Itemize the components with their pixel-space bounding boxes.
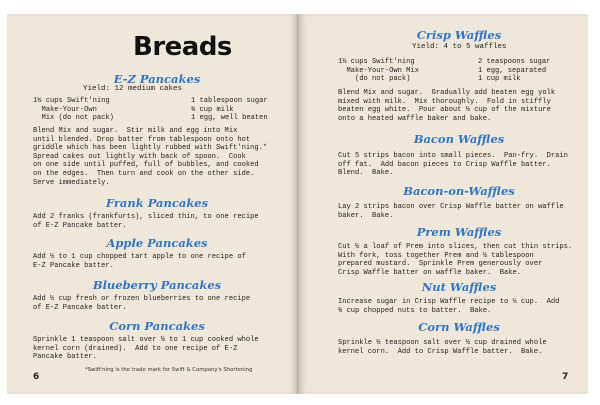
directions-corn-pancakes: Sprinkle 1 teaspoon salt over ½ to 1 cup cooked whole kernel corn (drained). Add to one recipe of E-Z Pancake batter. [33,336,259,362]
directions-nut-waffles: Increase sugar in Crisp Waffle recipe to ¼ cup. Add ¾ cup chopped nuts to batter. Bake. [338,298,560,315]
left-page [7,14,298,394]
recipe-title-ez-pancakes: E-Z Pancakes [113,72,201,86]
page-number-left: 6 [33,372,40,382]
recipe-title-frank-pancakes: Frank Pancakes [105,196,209,210]
directions-apple-pancakes: Add ½ to 1 cup chopped tart apple to one recipe of E-Z Pancake batter. [33,253,246,270]
recipe-title-apple-pancakes: Apple Pancakes [106,236,208,250]
directions-corn-waffles: Sprinkle ½ teaspoon salt over ½ cup drained whole kernel corn. Add to Crisp Waffle batter. Bake. [338,339,547,356]
directions-bacon-on-waffles: Lay 2 strips bacon over Crisp Waffle batter on waffle baker. Bake. [338,203,564,220]
recipe-yield-crisp-waffles: Yield: 4 to 5 waffles [412,43,507,51]
ingredients-right-ez-pancakes: 1 tablespoon sugar ¾ cup milk 1 egg, well beaten [191,97,268,123]
recipe-title-corn-pancakes: Corn Pancakes [109,319,205,333]
ingredients-right-crisp-waffles: 2 teaspoons sugar 1 egg, separated 1 cup milk [478,58,551,84]
recipe-title-blueberry-pancakes: Blueberry Pancakes [92,278,222,292]
directions-bacon-waffles: Cut 5 strips bacon into small pieces. Pan-fry. Drain off fat. Add bacon pieces to Crisp Waffle batter. Blend. Bake. [338,152,568,178]
footnote: *Swift'ning is the trade mark for Swift & Company's Shortening [85,367,253,373]
ingredients-left-ez-pancakes: 1½ cups Swift'ning Make-Your-Own Mix (do not pack) [33,97,114,123]
ingredients-left-crisp-waffles: 1½ cups Swift'ning Make-Your-Own Mix (do not pack) [338,58,419,84]
directions-frank-pancakes: Add 2 franks (frankfurts), sliced thin, to one recipe of E-Z Pancake batter. [33,213,259,230]
directions-ez-pancakes: Blend Mix and sugar. Stir milk and egg into Mix until blended. Drop batter from tablespoon onto hot griddle which has been lightly rubbed with Swift'ning.* Spread cakes out lightly with back of spoon. Cook on one side until puffed, full of bubbles, and cooked on the edges. Then turn and cook on the other side. Serve immediately. [33,127,268,187]
recipe-title-bacon-on-waffles: Bacon-on-Waffles [403,184,515,198]
directions-crisp-waffles: Blend Mix and sugar. Gradually add beaten egg yolk mixed with milk. Mix thoroughly. Fold in stiffly beaten egg white. Pour about ½ cup of the mixture onto a heated waffle baker and bake. [338,89,556,123]
directions-blueberry-pancakes: Add ½ cup fresh or frozen blueberries to one recipe of E-Z Pancake batter. [33,295,251,312]
recipe-title-crisp-waffles: Crisp Waffles [416,28,502,42]
section-title: Breads [133,32,232,62]
page-number-right: 7 [562,372,569,382]
recipe-title-nut-waffles: Nut Waffles [421,280,497,294]
directions-prem-waffles: Cut ½ a loaf of Prem into slices, then cut thin strips. With fork, toss together Prem and ½ tablespoon prepared mustard. Sprinkle Prem generously over Crisp Waffle batter on waffle baker. Bake. [338,243,573,277]
recipe-yield-ez-pancakes: Yield: 12 medium cakes [83,85,183,93]
recipe-title-bacon-waffles: Bacon Waffles [413,132,505,146]
right-page [298,14,588,394]
recipe-title-prem-waffles: Prem Waffles [416,225,502,239]
recipe-title-corn-waffles: Corn Waffles [418,320,500,334]
